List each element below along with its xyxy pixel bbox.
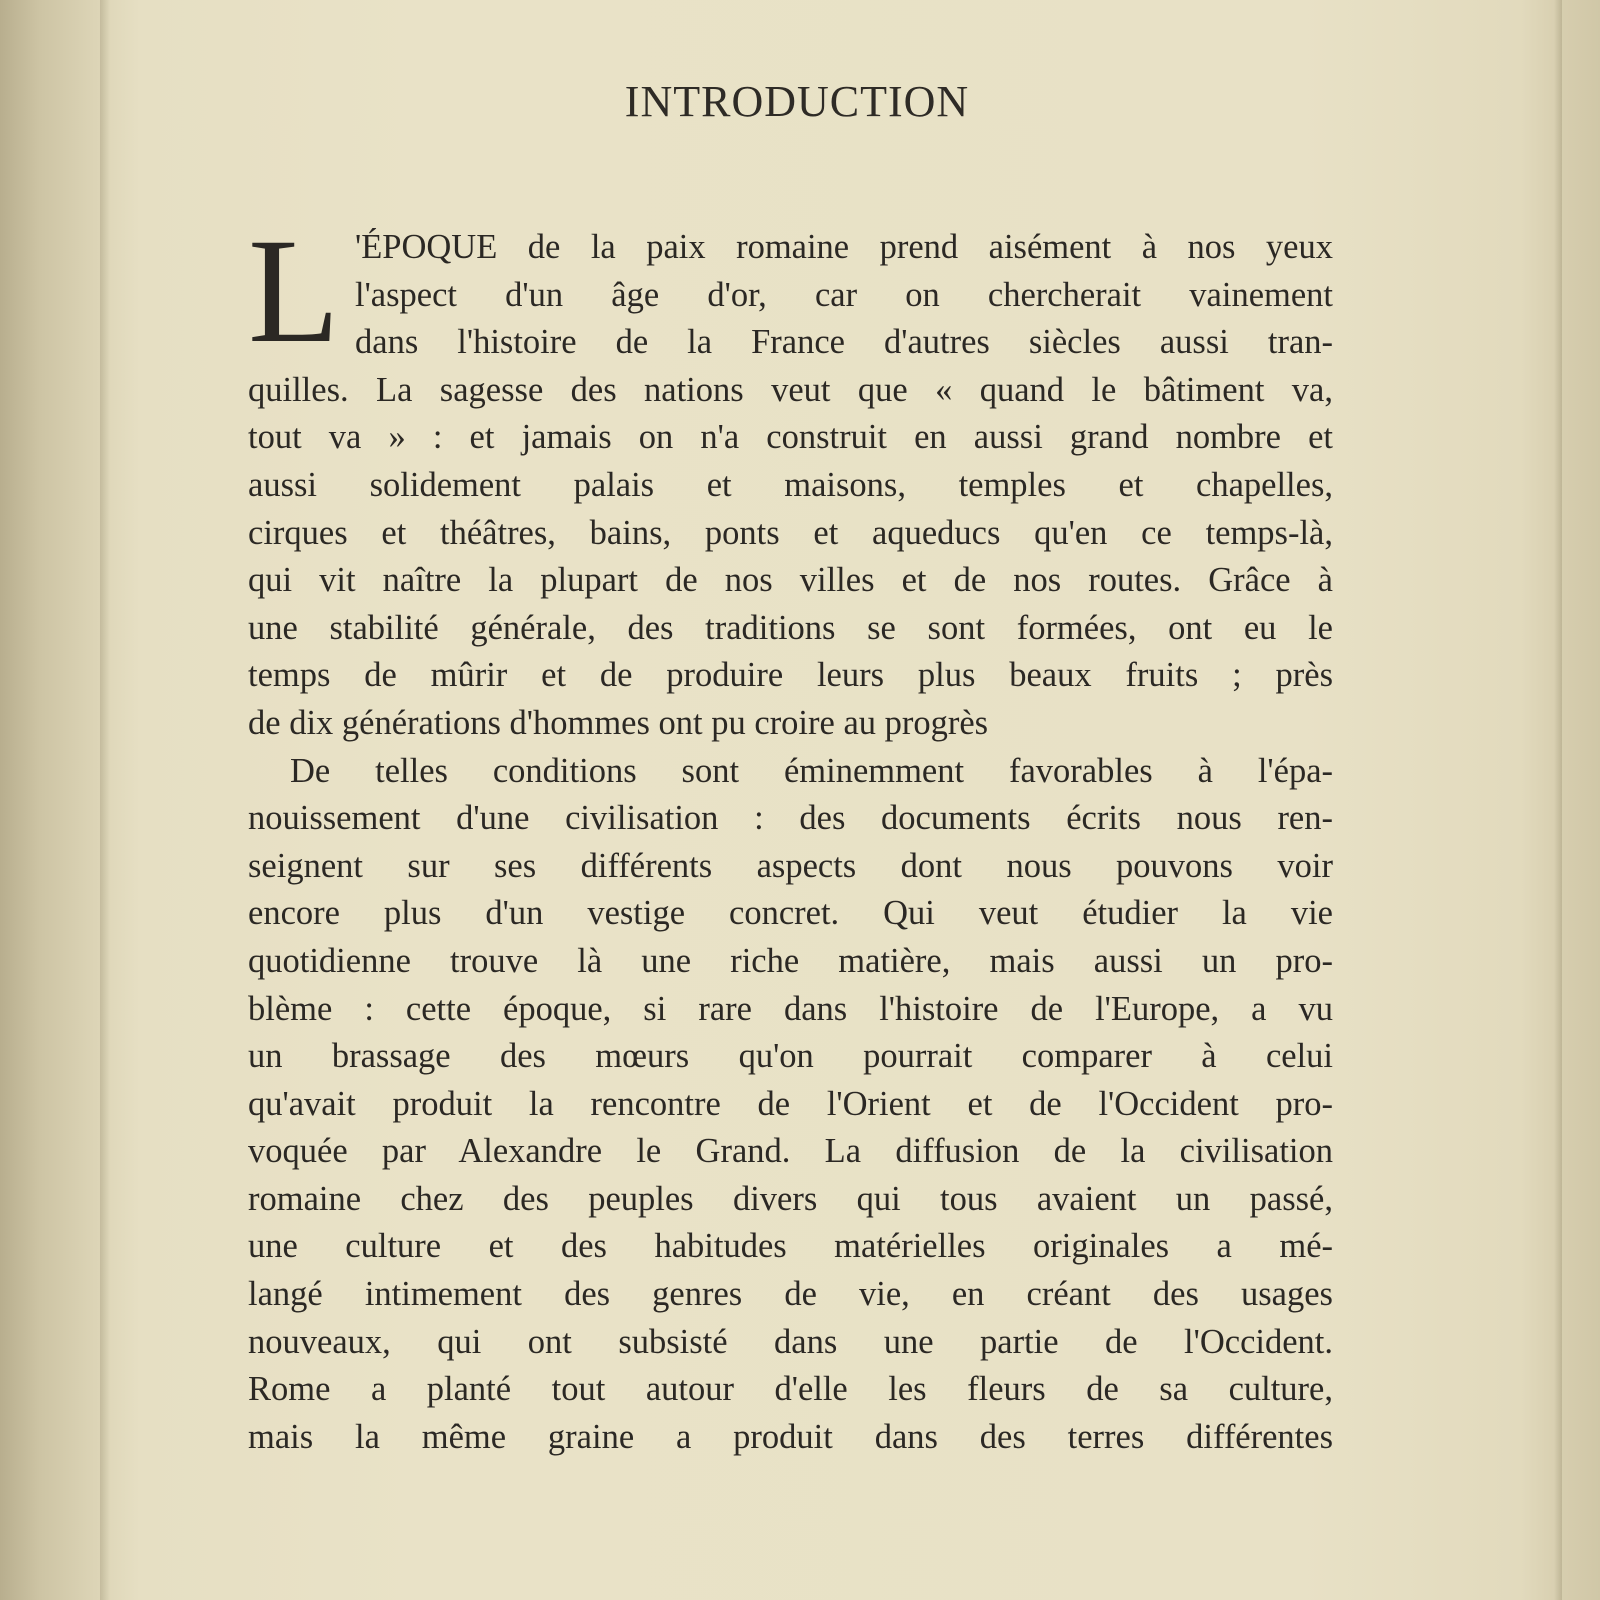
text-line: quotidienne trouve là une riche matière, mais aussi un pro- [248,941,1333,980]
text-line: aussi solidement palais et maisons, temples et chapelles, [248,465,1333,504]
text-line: une stabilité générale, des traditions se sont formées, ont eu le [248,608,1333,647]
page-title: INTRODUCTION [624,77,970,126]
text-line: qu'avait produit la rencontre de l'Orient et de l'Occident pro- [248,1084,1333,1123]
body-text [248,208,1333,1461]
text-line: qui vit naître la plupart de nos villes et de nos routes. Grâce à [248,561,1333,600]
text-line: encore plus d'un vestige concret. Qui veut étudier la vie [248,894,1333,933]
text-line: De telles conditions sont éminemment favorables à l'épa- [290,751,1333,790]
text-line: l'aspect d'un âge d'or, car on chercherait vainement [355,275,1333,314]
text-line: de dix générations d'hommes ont pu croire au progrès [248,703,989,742]
text-line: seignent sur ses différents aspects dont nous pouvons voir [248,846,1333,885]
text-line: blème : cette époque, si rare dans l'histoire de l'Europe, a vu [248,989,1333,1028]
text-line: nouveaux, qui ont subsisté dans une partie de l'Occident. [248,1322,1333,1361]
text-line: quilles. La sagesse des nations veut que « quand le bâtiment va, [248,370,1333,409]
text-line: Rome a planté tout autour d'elle les fleurs de sa culture, [248,1370,1333,1409]
text-line: mais la même graine a produit dans des terres différentes [248,1417,1333,1456]
text-line: langé intimement des genres de vie, en créant des usages [248,1275,1333,1314]
text-line: temps de mûrir et de produire leurs plus beaux fruits ; près [248,656,1333,695]
drop-cap: L [248,208,340,374]
page-edge-shadow [1554,0,1562,1600]
text-line: dans l'histoire de la France d'autres siècles aussi tran- [355,323,1333,362]
text-line: une culture et des habitudes matérielles originales a mé- [248,1227,1333,1266]
text-line: tout va » : et jamais on n'a construit en aussi grand nombre et [248,418,1333,457]
page-gutter-shadow [100,0,110,1600]
text-line: nouissement d'une civilisation : des documents écrits nous ren- [248,799,1333,838]
text-line: cirques et théâtres, bains, ponts et aqueducs qu'en ce temps-là, [248,513,1333,552]
text-line: romaine chez des peuples divers qui tous avaient un passé, [248,1179,1333,1218]
text-line: un brassage des mœurs qu'on pourrait comparer à celui [248,1037,1333,1076]
text-line: voquée par Alexandre le Grand. La diffusion de la civilisation [248,1132,1333,1171]
text-line: 'ÉPOQUE de la paix romaine prend aisément à nos yeux [355,228,1333,266]
